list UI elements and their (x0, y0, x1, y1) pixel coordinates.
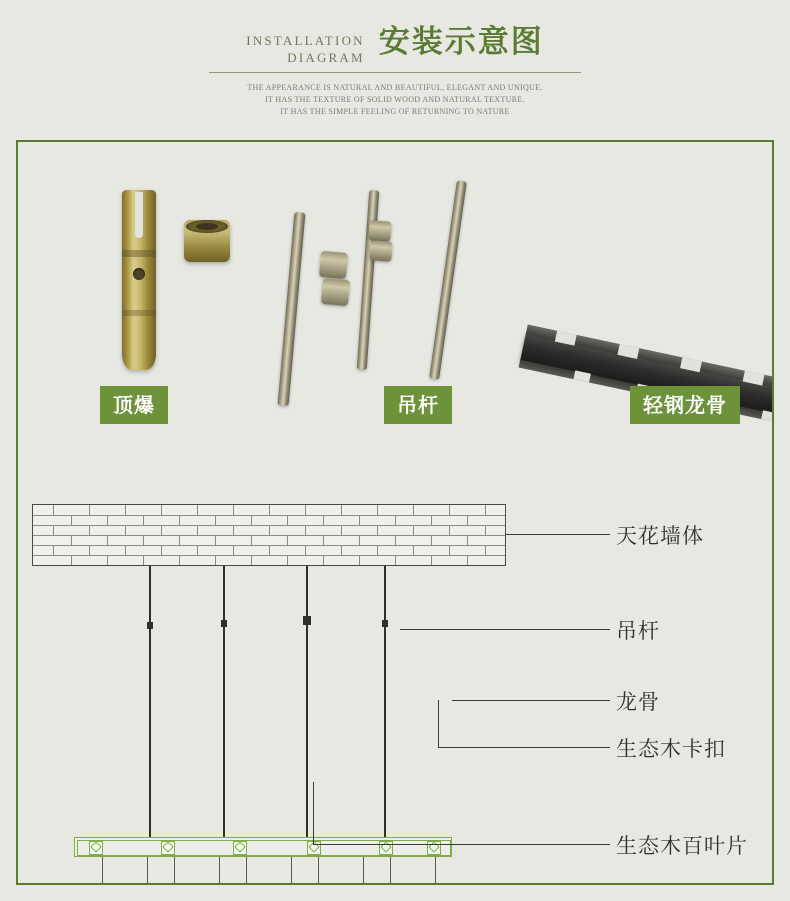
anchor-bolt-slot (135, 192, 143, 238)
page-header (0, 0, 790, 132)
leader-line-clip (438, 747, 610, 748)
louvre-blade (246, 857, 292, 885)
header-subtitle-line3: IT HAS THE SIMPLE FEELING OF RETURNING TO NATURE (280, 107, 510, 116)
annotation-blade: 生态木百叶片 (616, 834, 748, 858)
title-english-line1: INSTALLATION (246, 33, 365, 48)
hanger-rod-left (278, 212, 306, 406)
anchor-bolt-ring-lower (122, 310, 156, 316)
parts-photo-row (18, 142, 772, 442)
header-subtitle-line2: IT HAS THE TEXTURE OF SOLID WOOD AND NATURAL TEXTURE. (265, 95, 525, 104)
louvre-blade (174, 857, 220, 885)
anchor-bolt-ring-upper (122, 250, 156, 257)
part-label-rod: 吊杆 (384, 386, 452, 424)
section-hanger-rod-1 (149, 566, 151, 838)
section-hanger-rod-2 (223, 566, 225, 838)
steel-keel-notch-3 (680, 357, 702, 372)
section-hanger-rod-1-nut (147, 622, 153, 629)
anchor-nut-bore (196, 223, 218, 230)
brick-row (33, 515, 506, 516)
leader-line-ceiling (506, 534, 610, 535)
page-title: 安装示意图 (378, 24, 544, 60)
section-hanger-rod-4-nut (382, 620, 388, 627)
leader-line-keel (452, 700, 610, 701)
annotation-keel: 龙骨 (616, 690, 660, 714)
header-subtitle (0, 82, 790, 118)
louvre-blade (102, 857, 148, 885)
section-hanger-rod-2-nut (221, 620, 227, 627)
section-diagram (18, 462, 772, 885)
annotation-rod: 吊杆 (616, 619, 660, 643)
steel-keel-notch-1 (555, 331, 577, 346)
leader-line-blade-vertical (313, 782, 314, 845)
annotation-clip: 生态木卡扣 (616, 737, 726, 761)
title-english (246, 22, 365, 66)
hanger-rod-left-nut-upper (319, 251, 348, 279)
section-hanger-rod-3-nut (303, 616, 311, 625)
section-keel-inner (77, 840, 451, 856)
title-divider (209, 72, 581, 73)
section-keel-bar (74, 837, 452, 857)
steel-keel-bottom-notch-4 (761, 410, 774, 422)
section-hanger-rod-3 (306, 566, 308, 838)
part-label-keel: 轻钢龙骨 (630, 386, 740, 424)
steel-keel-notch-4 (743, 371, 765, 386)
section-hanger-rod-4 (384, 566, 386, 838)
header-inner (0, 22, 790, 118)
part-label-anchor: 顶爆 (100, 386, 168, 424)
leader-line-rod (400, 629, 610, 630)
louvre-blade (318, 857, 364, 885)
annotation-ceiling: 天花墙体 (616, 524, 704, 548)
louvre-blade (390, 857, 436, 885)
steel-keel-bottom-notch-1 (573, 370, 591, 382)
title-row (0, 22, 790, 66)
hanger-rod-middle (357, 190, 380, 370)
anchor-bolt-body (122, 190, 156, 370)
hanger-rod-right (429, 180, 467, 379)
header-subtitle-line1: THE APPEARANCE IS NATURAL AND BEAUTIFUL, ELEGANT AND UNIQUE. (247, 83, 543, 92)
hanger-rod-left-nut-lower (321, 278, 350, 306)
brick-row (33, 555, 506, 556)
diagram-frame (16, 140, 774, 885)
leader-line-blade (313, 844, 610, 845)
anchor-bolt-hole (133, 268, 145, 280)
brick-row (33, 535, 506, 536)
ceiling-wall-block (32, 504, 506, 566)
leader-line-clip-vertical (438, 700, 439, 748)
anchor-nut (184, 220, 230, 262)
steel-keel-notch-2 (617, 344, 639, 359)
title-english-line2: DIAGRAM (287, 50, 365, 65)
hanger-rod-middle-nut-upper (368, 220, 391, 241)
hanger-rod-middle-nut-lower (369, 240, 392, 261)
